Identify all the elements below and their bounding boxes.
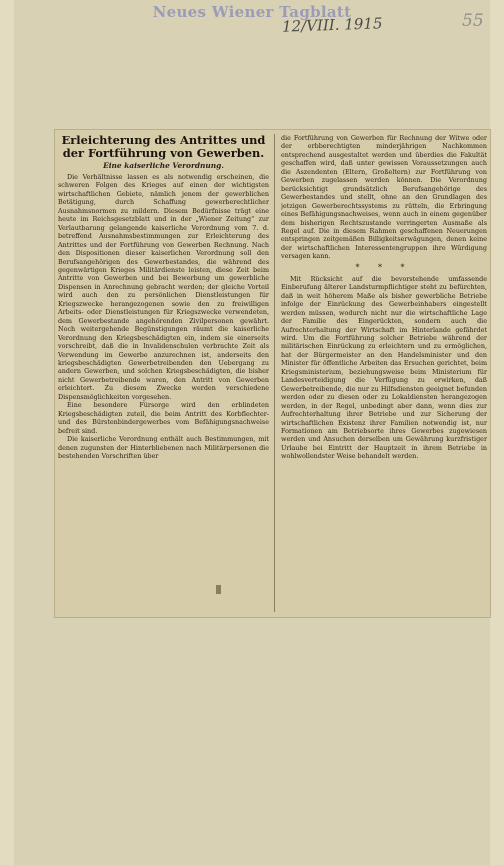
article-column-left xyxy=(58,134,269,614)
clipping-tab xyxy=(216,585,221,594)
article-column-right xyxy=(281,134,487,594)
handwritten-page-number: 55 xyxy=(462,11,484,31)
paragraph: die Fortführung von Gewerben für Rechnung der Witwe oder der erbberechtigten minderjährigen Nachkommen entsprechend ausgestaltet werden und überdies die Fakultät geschaffen wird, daß unter gewissen Voraussetzungen auch die Aszendenten (Eltern, Großeltern) zur Fortführung von Gewerben zugelassen werden können. Die Verordnung berücksichtigt grundsätzlich Berufsangehörige des Gewerbestandes und stellt, ohne an den Grundlagen des jetzigen Gewerberechtssystems zu rütteln, die Erbringung eines Befähigungsnachweises, wenn auch in einem gegenüber dem bisherigen Rechtszustande verringerten Ausmaße als Regel auf. Die in diesem Rahmen geschaffenen Neuerungen entspringen zeitgemäßen Billigkeitserwägungen, denen keine der wirtschaftlichen Interessentengruppen ihre Würdigung versagen kann. xyxy=(281,134,487,261)
newspaper-masthead: Neues Wiener Tagblatt xyxy=(152,3,352,21)
paragraph: Die Verhältnisse lassen es als notwendig erscheinen, die schweren Folgen des Krieges auf einen der wichtigsten wirtschaftlichen Gebiete, nämlich jenem der gewerblichen Betätigung, durch Schaffung gewerberechtlicher Ausnahmsnormen zu mildern. Diesem Bedürfnisse trägt eine heute im Reichsgesetzblatt und in der „Wiener Zeitung“ zur Verlautbarung gelangende kaiserliche Verordnung vom 7. d. betreffend Ausnahmsbestimmungen zur Erleichterung des Antrittes und der Fortführung von Gewerben Rechnung. Nach den Dispositionen dieser kaiserlichen Verordnung soll den Berufsangehörigen des Gewerbestandes, die während des gegenwärtigen Krieges Militärdienste leisten, diese Zeit beim Antritte von Gewerben und bei Bewerbung um gewerbliche Dispensen in Anrechnung gebracht werden; der gleiche Vorteil wird auch den zu persönlichen Dienstleistungen für Kriegszwecke herangezogenen sowie den zu freiwilligen Arbeits- oder Dienstleistungen für Kriegszwecke verwendeten, dem Gewerbestande angehörenden Zivilpersonen gewährt. Noch weitergehende Begünstigungen räumt die kaiserliche Verordnung den Kriegsbeschädigten ein, indem sie einerseits vorschreibt, daß die in Invalidenschulen verbrachte Zeit als Verwendung im Gewerbe anzurechnen ist, anderseits den kriegsbeschädigten Gewerbetreibenden den Uebergang zu andern Gewerben, und solchen Kriegsbeschädigten, die bisher nicht Gewerbetreibende waren, den Antritt von Gewerben erleichtert. Zu diesem Zwecke werden verschiedene Dispensmöglichkeiten vorgesehen. xyxy=(58,173,269,401)
column-divider xyxy=(274,134,275,612)
paragraph: Eine besondere Fürsorge wird den erblindeten Kriegsbeschädigten zuteil, die beim Antritt des Korbflechter- und des Bürstenbindergewerbes vom Befähigungsnachweise befreit sind. xyxy=(58,401,269,435)
paragraph: Die kaiserliche Verordnung enthält auch Bestimmungen, mit denen zugunsten der Hinterbliebenen nach Militärpersonen die bestehenden Vorschriften über xyxy=(58,435,269,460)
paragraph: Mit Rücksicht auf die bevorstehende umfassende Einberufung älterer Landsturmpflichtiger steht zu befürchten, daß in weit höherem Maße als bisher gewerbliche Betriebe infolge der Einrückung des Gewerbeinhabers eingestellt werden müssen, wodurch nicht nur die wirtschaftliche Lage der Familie des Eingerückten, sondern auch die Aufrechterhaltung der Wirtschaft im Hinterlande gefährdet wird. Um die Fortführung solcher Betriebe während der militärischen Einrückung zu erleichtern und zu ermöglichen, hat der Bürgermeister an den Handelsminister und den Minister für öffentliche Arbeiten das Ersuchen gerichtet, beim Kriegsministerium, beziehungsweise beim Ministerium für Landesverteidigung die Verfügung zu erwirken, daß Gewerbetreibende, die nur zu Hilfsdiensten geeignet befunden werden oder zu diesen oder zu Lokaldiensten herangezogen werden, in der Regel, unbedingt aber dann, wenn dies zur Aufrechterhaltung ihrer Betriebe und zur Sicherung der wirtschaftlichen Existenz ihrer Familien notwendig ist, nur Formationen am Betriebsorte ihres Gewerbes zugewiesen werden und Ansuchen derselben um Gewährung kurzfristiger Urlaube bei Eintritt der Hauptzeit in ihrem Betriebe in wohlwollendster Weise behandelt werden. xyxy=(281,274,487,461)
article-title: Erleichterung des Antrittes und der Fortführung von Gewerben. xyxy=(61,134,266,160)
newspaper-clipping xyxy=(55,130,490,617)
article-subtitle: Eine kaiserliche Verordnung. xyxy=(103,161,224,170)
handwritten-date: 12/VIII. 1915 xyxy=(281,14,383,36)
section-separator: * * * xyxy=(355,262,413,272)
